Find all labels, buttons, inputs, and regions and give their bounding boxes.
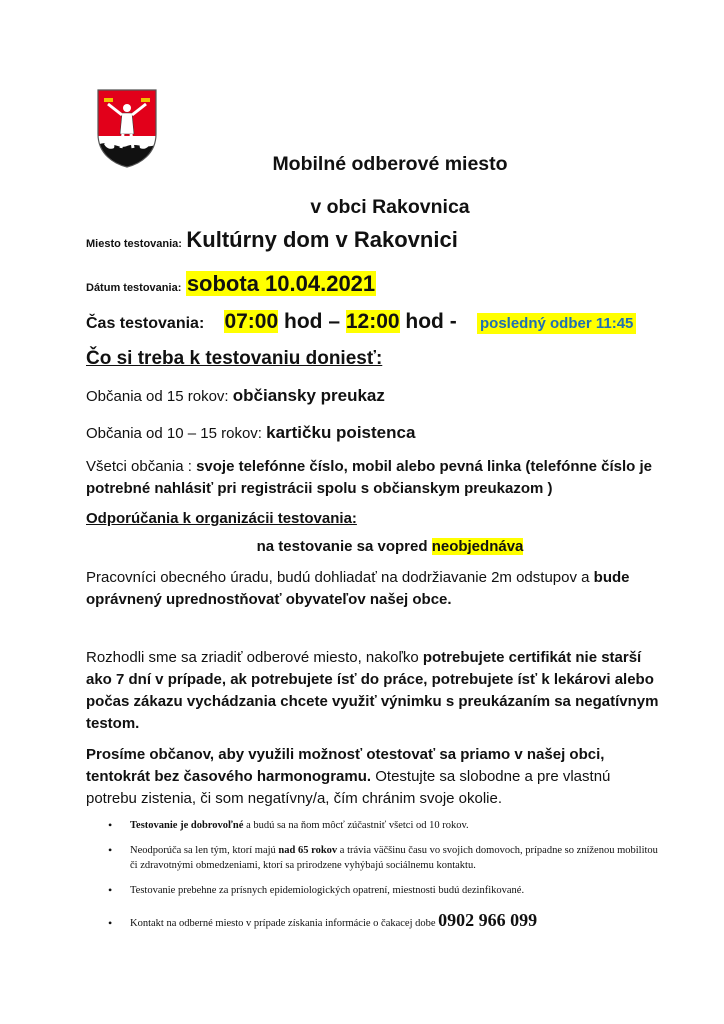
bring-item-id xyxy=(86,386,385,406)
list-item xyxy=(108,883,668,898)
list-item xyxy=(108,843,668,873)
info-list xyxy=(108,818,668,934)
date-label: Dátum testovania: xyxy=(86,282,182,294)
all-citizens xyxy=(86,456,656,500)
place-value: Kultúrny dom v Rakovnici xyxy=(186,227,458,252)
time-hod-1: hod – xyxy=(278,310,346,333)
time-to: 12:00 xyxy=(345,310,400,333)
last-sample: posledný odber 11:45 xyxy=(477,313,636,334)
page-subtitle xyxy=(0,193,724,221)
page-title xyxy=(0,150,724,178)
time-from: 07:00 xyxy=(224,310,279,333)
staff-paragraph xyxy=(86,567,656,611)
bullet-icon: • xyxy=(108,916,113,930)
bullet-icon: • xyxy=(108,883,113,897)
title-line-2: v obci Rakovnica xyxy=(310,196,470,218)
list-item xyxy=(108,910,668,934)
bullet-2-bold: nad 65 rokov xyxy=(278,845,338,856)
appeal-bold: Prosíme občanov, aby využili možnosť otestovať sa priamo v našej obci, tentokrát bez časového harmonogramu. xyxy=(86,746,605,785)
date-row xyxy=(86,271,376,297)
no-booking xyxy=(0,538,724,555)
contact-phone: 0902 966 099 xyxy=(438,910,538,930)
no-booking-prefix: na testovanie sa vopred xyxy=(256,538,432,555)
bullet-4-pre: Kontakt na odberné miesto v prípade získania informácie o čakacej dobe xyxy=(130,918,439,929)
title-line-1: Mobilné odberové miesto xyxy=(272,153,508,175)
bullet-1-rest: a budú sa na ňom môcť zúčastniť všetci od 10 rokov. xyxy=(243,820,469,831)
place-row xyxy=(86,227,458,253)
bring-heading: Čo si treba k testovaniu doniesť: xyxy=(86,348,383,369)
list-item xyxy=(108,818,668,833)
bullet-1-bold: Testovanie je dobrovoľné xyxy=(130,820,244,831)
no-booking-highlight: neobjednáva xyxy=(431,538,524,555)
bring-item-value: občiansky preukaz xyxy=(232,386,385,405)
bullet-3: Testovanie prebehne za prísnych epidemiologických opatrení, miestnosti budú dezinfikované. xyxy=(130,885,525,896)
reason-bold: potrebujete certifikát nie starší ako 7 dní v prípade, ak potrebujete ísť do práce, potrebujete ísť k lekárovi alebo počas zákazu vychádzania chcete využiť výnimku s preukázaním sa negatívnym testom. xyxy=(86,649,659,732)
bullet-2-pre: Neodporúča sa len tým, ktorí majú xyxy=(130,845,279,856)
staff-bold: bude oprávnený uprednostňovať obyvateľov našej obce. xyxy=(86,569,630,608)
bring-item-value: kartičku poistenca xyxy=(266,423,416,442)
bring-item-label: Občania od 10 – 15 rokov: xyxy=(86,425,267,442)
reason-normal: Rozhodli sme sa zriadiť odberové miesto, nakoľko xyxy=(86,649,423,666)
appeal-normal: Otestujte sa slobodne a pre vlastnú potrebu zistenia, či som negatívny/a, čím chránim svoje okolie. xyxy=(86,768,611,807)
all-citizens-label: Všetci občania : xyxy=(86,458,197,475)
time-hod-2: hod - xyxy=(399,310,463,333)
bring-item-insurance xyxy=(86,423,415,443)
date-value: sobota 10.04.2021 xyxy=(186,271,376,296)
bring-item-label: Občania od 15 rokov: xyxy=(86,388,233,405)
bullet-2-rest: a trávia väčšinu času vo svojich domovoch, prípadne so zníženou mobilitou či zdravotnými obmedzeniami, ktorí sa prirodzene vyhýbajú sociálnemu kontaktu. xyxy=(130,845,658,871)
staff-normal: Pracovníci obecného úradu, budú dohliadať na dodržiavanie 2m odstupov a xyxy=(86,569,594,586)
time-label: Čas testovania: xyxy=(86,315,205,332)
time-row xyxy=(86,310,636,334)
bullet-icon: • xyxy=(108,818,113,832)
bullet-icon: • xyxy=(108,843,113,857)
all-citizens-value: svoje telefónne číslo, mobil alebo pevná linka (telefónne číslo je potrebné nahlásiť pri registrácii spolu s občianskym preukazom ) xyxy=(86,458,653,497)
recommend-heading: Odporúčania k organizácii testovania: xyxy=(86,510,357,527)
place-label: Miesto testovania: xyxy=(86,238,182,250)
reason-paragraph xyxy=(86,647,661,735)
appeal-paragraph xyxy=(86,744,661,810)
